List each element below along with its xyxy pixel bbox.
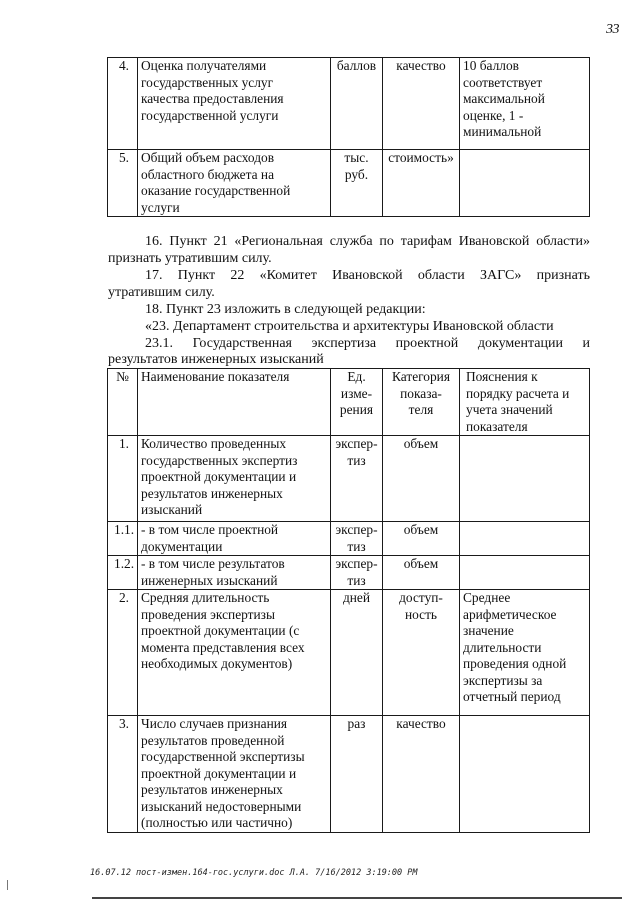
- cell-line: Наименование показателя: [141, 369, 290, 384]
- cell-line: результатов проведенной: [141, 732, 285, 748]
- expertise-indicators-table: [107, 368, 590, 833]
- cell-line: экспер-: [335, 556, 378, 571]
- indicator-name-cell: [138, 556, 331, 590]
- table-header-row: [108, 369, 590, 436]
- cell-line: показателя: [466, 418, 528, 434]
- cell-line: экспер-: [335, 522, 378, 537]
- indicator-name-cell: [138, 58, 331, 150]
- indicator-name-cell: [138, 590, 331, 716]
- note-cell: [460, 522, 590, 556]
- category-cell: [383, 716, 460, 833]
- indicator-name-cell: [138, 150, 331, 217]
- cell-line: - в том числе проектной: [141, 522, 279, 537]
- cell-line: проектной документации (с: [141, 623, 300, 638]
- cell-line: ность: [404, 606, 438, 622]
- number-cell: [108, 369, 138, 436]
- number-cell: 1.2.: [108, 556, 138, 590]
- cell-line: проведения экспертизы: [141, 606, 275, 622]
- paragraph-18: 18. Пункт 23 изложить в следующей редакции:: [145, 302, 426, 317]
- cell-line: проектной документации и: [141, 765, 297, 781]
- number-cell: 3.: [108, 716, 138, 833]
- cell-line: раз: [347, 716, 366, 731]
- cell-line: тиз: [347, 452, 366, 468]
- table-row: [108, 556, 590, 590]
- cell-line: учета значений: [466, 402, 553, 417]
- paragraph-17-line-2: утратившим силу.: [108, 285, 215, 300]
- paragraph-17-line-1: 17. Пункт 22 «Комитет Ивановской области ЗАГС» признать: [145, 268, 590, 283]
- cell-line: государственных услуг: [141, 74, 274, 90]
- cell-line: оценке, 1 -: [463, 107, 524, 123]
- indicators-table-continued: [107, 57, 590, 217]
- cell-line: баллов: [336, 58, 377, 73]
- note-cell: [460, 590, 590, 716]
- cell-line: тиз: [347, 572, 366, 588]
- table-row: [108, 716, 590, 833]
- table-row: [108, 590, 590, 716]
- cell-line: экспертизы за: [463, 672, 543, 688]
- cell-line: Оценка получателями: [141, 58, 267, 73]
- cell-line: областного бюджета на: [141, 166, 275, 182]
- page-number: 33: [606, 22, 619, 37]
- cell-line: экспер-: [335, 436, 378, 451]
- cell-line: результатов инженерных: [141, 485, 283, 501]
- cell-line: качество: [396, 58, 446, 73]
- cell-line: изысканий недостоверными: [141, 798, 302, 814]
- category-cell: [383, 556, 460, 590]
- cell-line: значение: [463, 623, 514, 638]
- number-cell: 1.: [108, 436, 138, 522]
- cell-line: Среднее: [463, 590, 511, 605]
- indicator-name-cell: [138, 522, 331, 556]
- cell-line: качества предоставления: [141, 91, 284, 106]
- number-cell: 4.: [108, 58, 138, 150]
- cell-line: государственной экспертизы: [141, 749, 305, 764]
- paragraph-23-title: «23. Департамент строительства и архитектуры Ивановской области: [145, 319, 554, 334]
- cell-line: руб.: [344, 166, 369, 182]
- cell-line: изме-: [340, 385, 373, 401]
- cell-line: изысканий: [141, 502, 203, 517]
- cell-line: теля: [408, 402, 434, 417]
- unit-cell: [331, 436, 383, 522]
- cell-line: доступ-: [399, 590, 443, 605]
- cell-line: стоимость»: [388, 150, 454, 165]
- category-cell: [383, 522, 460, 556]
- table-row: [108, 58, 590, 150]
- note-cell: [460, 369, 590, 436]
- table-row: [108, 436, 590, 522]
- unit-cell: [331, 556, 383, 590]
- cell-line: тиз: [347, 538, 366, 554]
- cell-line: документации: [141, 538, 223, 554]
- cell-line: рения: [339, 402, 374, 417]
- cell-line: момента представления всех: [141, 639, 305, 655]
- cell-line: Ед.: [347, 369, 366, 384]
- indicator-name-cell: [138, 716, 331, 833]
- cell-line: услуги: [141, 199, 180, 215]
- indicator-name-cell: [138, 369, 331, 436]
- unit-cell: [331, 590, 383, 716]
- table-row: [108, 150, 590, 217]
- number-cell: 1.1.: [108, 522, 138, 556]
- paragraph-23-1-line-1: 23.1. Государственная экспертиза проектной документации и: [145, 336, 590, 351]
- cell-line: Пояснения к: [466, 369, 538, 384]
- cell-line: государственных экспертиз: [141, 452, 298, 468]
- paragraph-16-line-1: 16. Пункт 21 «Региональная служба по тарифам Ивановской области»: [145, 234, 590, 249]
- cell-line: проектной документации и: [141, 469, 297, 484]
- cell-line: необходимых документов): [141, 656, 293, 671]
- cell-line: соответствует: [463, 74, 543, 90]
- category-cell: [383, 369, 460, 436]
- cell-line: Категория: [391, 369, 451, 384]
- footer-divider: [92, 897, 622, 899]
- cell-line: инженерных изысканий: [141, 572, 278, 588]
- cell-line: отчетный период: [463, 689, 561, 704]
- paragraph-23-1-line-2: результатов инженерных изысканий: [108, 352, 324, 367]
- cell-line: Средняя длительность: [141, 590, 270, 605]
- cell-line: №: [116, 369, 129, 384]
- unit-cell: [331, 369, 383, 436]
- cell-line: тыс.: [344, 150, 369, 165]
- category-cell: [383, 150, 460, 217]
- category-cell: [383, 436, 460, 522]
- cell-line: проведения одной: [463, 656, 567, 671]
- cell-line: объем: [403, 436, 439, 451]
- cell-line: государственной услуги: [141, 107, 279, 123]
- cell-line: показа-: [400, 385, 442, 401]
- number-cell: 5.: [108, 150, 138, 217]
- unit-cell: [331, 58, 383, 150]
- cell-line: Количество проведенных: [141, 436, 287, 451]
- cell-line: - в том числе результатов: [141, 556, 285, 571]
- cell-line: (полностью или частично): [141, 815, 293, 830]
- paragraph-16-line-2: признать утратившим силу.: [108, 251, 272, 266]
- cell-line: минимальной: [463, 124, 542, 139]
- note-cell: [460, 716, 590, 833]
- cell-line: Число случаев признания: [141, 716, 288, 731]
- document-footer: 16.07.12 пост-измен.164-гос.услуги.doc Л.А. 7/16/2012 3:19:00 PM: [90, 868, 418, 878]
- cell-line: объем: [403, 522, 439, 537]
- category-cell: [383, 58, 460, 150]
- note-cell: [460, 58, 590, 150]
- note-cell: [460, 150, 590, 217]
- unit-cell: [331, 522, 383, 556]
- cell-line: длительности: [463, 639, 542, 655]
- cell-line: объем: [403, 556, 439, 571]
- table-row: [108, 522, 590, 556]
- note-cell: [460, 436, 590, 522]
- cell-line: Общий объем расходов: [141, 150, 275, 165]
- cell-line: 10 баллов: [463, 58, 519, 73]
- note-cell: [460, 556, 590, 590]
- unit-cell: [331, 150, 383, 217]
- number-cell: 2.: [108, 590, 138, 716]
- cell-line: арифметическое: [463, 606, 557, 622]
- margin-mark: [7, 880, 8, 890]
- category-cell: [383, 590, 460, 716]
- cell-line: дней: [342, 590, 371, 605]
- cell-line: максимальной: [463, 91, 545, 106]
- indicator-name-cell: [138, 436, 331, 522]
- unit-cell: [331, 716, 383, 833]
- cell-line: порядку расчета и: [466, 385, 570, 401]
- cell-line: результатов инженерных: [141, 782, 283, 797]
- cell-line: качество: [396, 716, 446, 731]
- cell-line: оказание государственной: [141, 183, 291, 198]
